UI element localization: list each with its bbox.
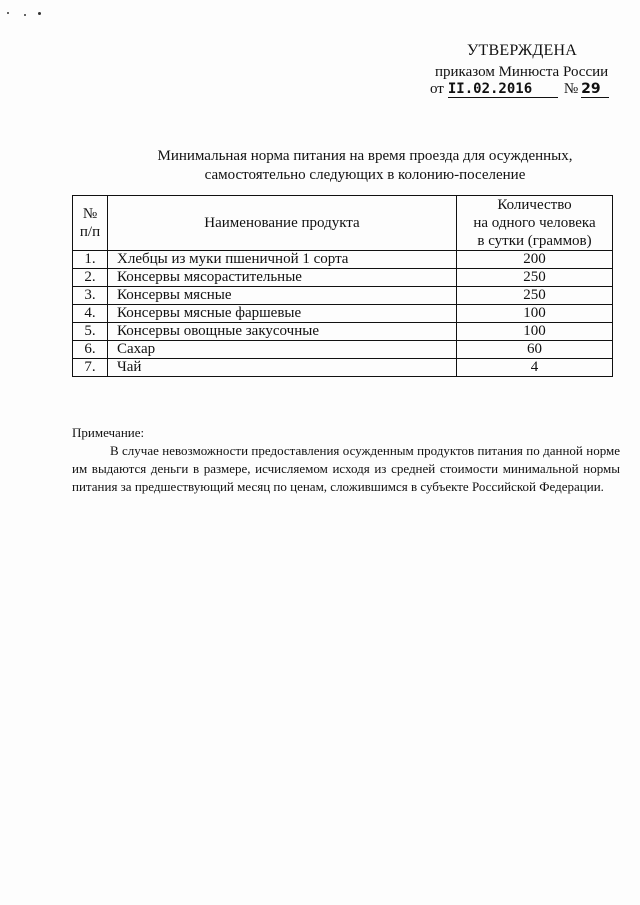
header-number (73, 196, 108, 251)
row-quantity: 100 (457, 305, 613, 323)
scan-speck (24, 14, 26, 16)
row-quantity: 250 (457, 269, 613, 287)
table-row (73, 251, 613, 269)
number-prefix: № (563, 81, 579, 97)
date-prefix: от (430, 81, 444, 97)
row-number: 3. (73, 287, 108, 305)
order-reference: приказом Минюста России (435, 64, 609, 80)
note-section (72, 424, 620, 496)
row-product: Консервы мясные (108, 287, 457, 305)
row-product: Чай (108, 359, 457, 377)
header-quantity-line-2: на одного человека (473, 215, 596, 231)
document-title (100, 147, 630, 185)
table-row (73, 323, 613, 341)
row-product: Консервы мясные фаршевые (108, 305, 457, 323)
row-product: Консервы мясорастительные (108, 269, 457, 287)
scan-speck (38, 12, 41, 15)
table-header-row (73, 196, 613, 251)
row-quantity: 250 (457, 287, 613, 305)
header-quantity-line-3: в сутки (граммов) (477, 233, 592, 249)
table-row (73, 341, 613, 359)
row-number: 1. (73, 251, 108, 269)
row-quantity: 200 (457, 251, 613, 269)
row-number: 2. (73, 269, 108, 287)
scan-speck (7, 12, 9, 14)
title-line-2: самостоятельно следующих в колонию-поселение (204, 167, 526, 183)
approved-heading: УТВЕРЖДЕНА (467, 42, 578, 59)
norms-table (72, 195, 613, 377)
row-number: 4. (73, 305, 108, 323)
row-number: 7. (73, 359, 108, 377)
note-label: Примечание: (72, 425, 145, 440)
header-number-line-2: п/п (79, 224, 101, 240)
note-text: В случае невозможности предоставления осужденным продуктов питания по данной норме им выдаются деньги в размере, исчисляемом исходя из средней стоимости минимальной нормы питания за предшествующий месяц по ценам, сложившимся в субъекте Российской Федерации. (72, 443, 620, 494)
row-product: Хлебцы из муки пшеничной 1 сорта (108, 251, 457, 269)
table-row (73, 359, 613, 377)
header-quantity (457, 196, 613, 251)
row-number: 5. (73, 323, 108, 341)
table-row (73, 287, 613, 305)
header-product-name: Наименование продукта (108, 196, 457, 251)
order-date-line (430, 80, 609, 98)
table-row (73, 269, 613, 287)
order-date: II.02.2016 (448, 81, 558, 98)
table-row (73, 305, 613, 323)
row-product: Сахар (108, 341, 457, 359)
header-number-line-1: № (82, 206, 98, 222)
row-number: 6. (73, 341, 108, 359)
order-number: 29 (581, 81, 609, 98)
row-quantity: 4 (457, 359, 613, 377)
row-quantity: 100 (457, 323, 613, 341)
row-quantity: 60 (457, 341, 613, 359)
row-product: Консервы овощные закусочные (108, 323, 457, 341)
title-line-1: Минимальная норма питания на время проезда для осужденных, (157, 148, 573, 164)
header-quantity-line-1: Количество (497, 197, 572, 213)
